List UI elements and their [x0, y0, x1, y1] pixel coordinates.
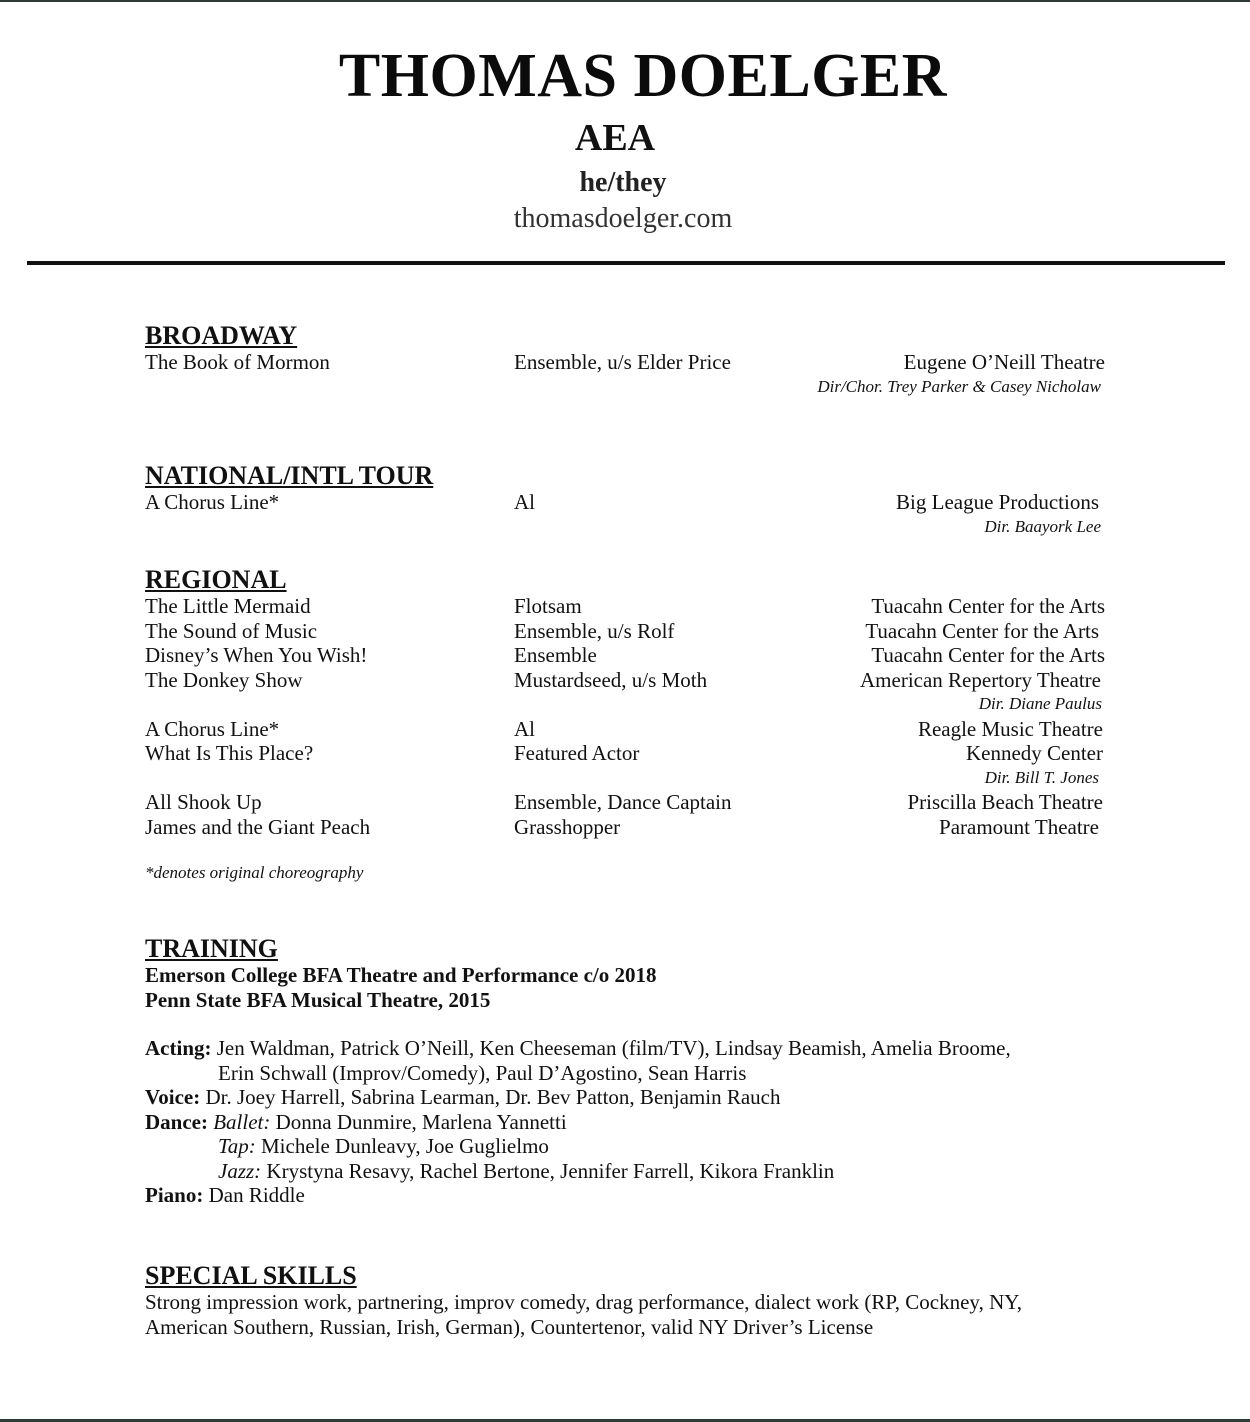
- acting-label: Acting:: [145, 1036, 212, 1060]
- role: Ensemble, Dance Captain: [514, 790, 732, 814]
- tap-label: Tap:: [218, 1134, 256, 1158]
- acting-teachers: [145, 1036, 1105, 1061]
- piano-list: Dan Riddle: [208, 1183, 305, 1207]
- section-title-tour: NATIONAL/INTL TOUR: [145, 461, 434, 490]
- credit-row: [145, 643, 1105, 668]
- acting-teachers-cont: [145, 1061, 1105, 1086]
- role: Al: [514, 490, 535, 514]
- venue: Big League Productions: [896, 490, 1099, 514]
- voice-label: Voice:: [145, 1085, 201, 1109]
- venue: Tuacahn Center for the Arts: [871, 643, 1105, 667]
- venue: Tuacahn Center for the Arts: [865, 618, 1099, 643]
- acting-list: Jen Waldman, Patrick O’Neill, Ken Cheeseman (film/TV), Lindsay Beamish, Amelia Broome,: [216, 1036, 1011, 1060]
- role: Flotsam: [514, 594, 582, 618]
- role: Grasshopper: [514, 814, 621, 839]
- show-title: What Is This Place?: [145, 741, 314, 765]
- skills-line: Strong impression work, partnering, improv comedy, drag performance, dialect work (RP, Cockney, NY,: [145, 1290, 1022, 1314]
- venue: American Repertory Theatre: [860, 667, 1101, 692]
- venue: Paramount Theatre: [939, 814, 1099, 839]
- director-row: [145, 692, 1105, 717]
- school-entry: Penn State BFA Musical Theatre, 2015: [145, 987, 491, 1012]
- credit-row: [145, 815, 1105, 840]
- show-title: A Chorus Line*: [145, 716, 280, 741]
- credit-row: [145, 490, 1105, 515]
- header-divider: [27, 261, 1225, 265]
- website-link[interactable]: thomasdoelger.com: [513, 203, 733, 234]
- role: Mustardseed, u/s Moth: [514, 667, 708, 692]
- venue: Reagle Music Theatre: [917, 716, 1103, 741]
- dance-tap-teachers: [145, 1134, 1105, 1159]
- tour-section: [145, 462, 1105, 539]
- school-entry: Emerson College BFA Theatre and Performance c/o 2018: [145, 963, 657, 987]
- acting-list-cont: Erin Schwall (Improv/Comedy), Paul D’Agostino, Sean Harris: [218, 1060, 747, 1085]
- credit-row: [145, 619, 1105, 644]
- venue: Tuacahn Center for the Arts: [871, 594, 1105, 618]
- jazz-list: Krystyna Resavy, Rachel Bertone, Jennifer Farrell, Kikora Franklin: [266, 1158, 835, 1183]
- voice-teachers: [145, 1085, 1105, 1110]
- credit-row: [145, 668, 1105, 693]
- director: Dir. Diane Paulus: [978, 694, 1102, 713]
- director-row: [145, 515, 1105, 540]
- credit-row: [145, 790, 1105, 815]
- skills-section: [145, 1262, 1105, 1339]
- show-title: Disney’s When You Wish!: [145, 643, 368, 667]
- jazz-label: Jazz:: [218, 1158, 262, 1183]
- role: Featured Actor: [514, 741, 640, 765]
- training-section: [145, 935, 1105, 1208]
- piano-label: Piano:: [145, 1183, 204, 1207]
- credit-row: [145, 594, 1105, 619]
- show-title: The Little Mermaid: [145, 594, 311, 618]
- top-border: [0, 0, 1250, 2]
- credit-row: [145, 717, 1105, 742]
- show-title: A Chorus Line*: [145, 490, 280, 514]
- section-title-skills: SPECIAL SKILLS: [145, 1261, 357, 1290]
- director: Dir/Chor. Trey Parker & Casey Nicholaw: [817, 376, 1101, 396]
- show-title: James and the Giant Peach: [145, 814, 371, 839]
- broadway-section: [145, 322, 1105, 399]
- union-affiliation: AEA: [574, 117, 656, 159]
- venue: Priscilla Beach Theatre: [907, 790, 1103, 814]
- section-title-broadway: BROADWAY: [145, 321, 298, 350]
- choreography-note: *denotes original choreography: [145, 863, 364, 882]
- ballet-list: Donna Dunmire, Marlena Yannetti: [275, 1109, 567, 1134]
- ballet-label: Ballet:: [213, 1109, 271, 1134]
- credit-row: [145, 350, 1105, 375]
- dance-ballet-teachers: [145, 1110, 1105, 1135]
- venue: Kennedy Center: [965, 741, 1103, 765]
- show-title: All Shook Up: [145, 790, 262, 814]
- skills-line: American Southern, Russian, Irish, German), Countertenor, valid NY Driver’s License: [145, 1314, 874, 1339]
- section-title-training: TRAINING: [145, 934, 278, 963]
- voice-list: Dr. Joey Harrell, Sabrina Learman, Dr. Bev Patton, Benjamin Rauch: [205, 1085, 781, 1109]
- piano-teachers: [145, 1183, 1105, 1208]
- credit-row: [145, 741, 1105, 766]
- director-row: [145, 766, 1105, 791]
- show-title: The Book of Mormon: [145, 350, 330, 374]
- show-title: The Donkey Show: [145, 667, 303, 692]
- venue: Eugene O’Neill Theatre: [903, 350, 1105, 374]
- tap-list: Michele Dunleavy, Joe Guglielmo: [261, 1134, 549, 1158]
- pronouns: he/they: [579, 167, 667, 198]
- role: Ensemble: [514, 643, 597, 667]
- show-title: The Sound of Music: [145, 618, 318, 643]
- dance-label: Dance:: [145, 1109, 208, 1134]
- role: Ensemble, u/s Elder Price: [514, 350, 731, 374]
- regional-section: [145, 566, 1105, 885]
- section-title-regional: REGIONAL: [145, 565, 287, 594]
- spacer: [145, 1012, 1105, 1036]
- performer-name: THOMAS DOELGER: [338, 42, 948, 110]
- director: Dir. Baayork Lee: [984, 516, 1101, 536]
- dance-jazz-teachers: [145, 1159, 1105, 1184]
- role: Ensemble, u/s Rolf: [514, 618, 675, 643]
- role: Al: [514, 716, 535, 741]
- director-row: [145, 375, 1105, 400]
- director: Dir. Bill T. Jones: [984, 767, 1099, 787]
